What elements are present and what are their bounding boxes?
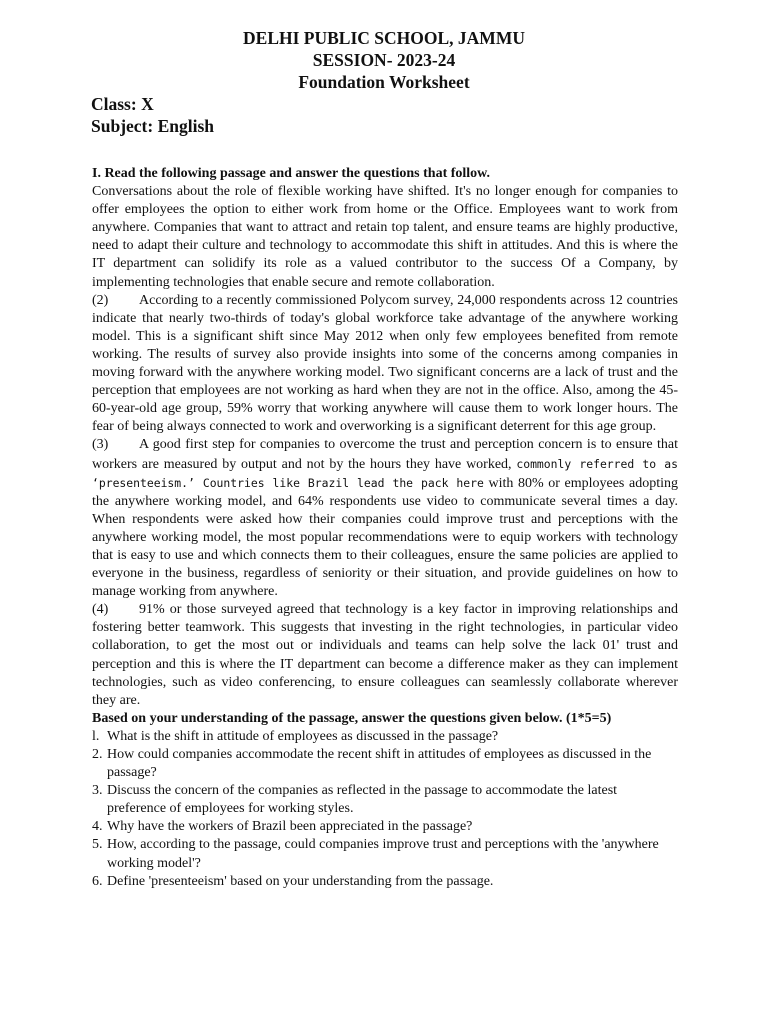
passage-paragraph-4: [92, 601, 678, 710]
question-list: [92, 728, 678, 891]
class-subject-block: [91, 93, 214, 137]
question-item: [92, 836, 678, 872]
passage-paragraph-1: Conversations about the role of flexible working have shifted. It's no longer enough for companies to offer employees the option to either work from home or the Office. Employees want to work from anywhere. Companies that want to attract and retain top talent, and ensure teams are highly productive, need to adapt their culture and technology to accommodate this shift in attitudes. And this is where the IT department can solidify its role as a valued contributor to the success Of a Company, by implementing technologies that enable secure and remote collaboration.: [92, 184, 678, 290]
question-item: [92, 818, 678, 836]
school-name: DELHI PUBLIC SCHOOL, JAMMU: [243, 28, 525, 48]
questions-heading: Based on your understanding of the passage, answer the questions given below. (1*5=5): [92, 710, 612, 726]
worksheet-content: [92, 165, 678, 891]
question-text: Why have the workers of Brazil been appreciated in the passage?: [107, 819, 473, 835]
document-header: [0, 27, 768, 93]
question-text: Discuss the concern of the companies as reflected in the passage to accommodate the latest preference of employees for working styles.: [107, 783, 618, 817]
paragraph-number: (4): [92, 602, 109, 618]
session-line: SESSION- 2023-24: [312, 50, 456, 70]
question-number: 6.: [92, 873, 103, 889]
question-text: How, according to the passage, could companies improve trust and perceptions with the 'anywhere working model'?: [107, 837, 659, 871]
question-text: What is the shift in attitude of employees as discussed in the passage?: [107, 728, 499, 744]
question-number: l.: [92, 728, 100, 744]
question-number: 3.: [92, 783, 103, 799]
class-line: Class: X: [91, 94, 154, 114]
question-text: How could companies accommodate the recent shift in attitudes of employees as discussed in the passage?: [107, 747, 652, 781]
question-text: Define 'presenteeism' based on your understanding from the passage.: [107, 873, 494, 889]
paragraph-number: (2): [92, 292, 109, 308]
paragraph-text: A good first step for companies to overcome the trust and perception concern is to ensure that workers are measured by output and not by the hours they have worked,: [92, 437, 678, 472]
question-item: [92, 782, 678, 818]
passage-paragraph-2: [92, 292, 678, 437]
question-item: [92, 728, 678, 746]
question-item: [92, 873, 678, 891]
question-number: 2.: [92, 747, 103, 762]
paragraph-text: with 80% or employees adopting the anywhere working model, and 64% respondents use video to communicate several times a day. When respondents were asked how their companies could improve trust and perceptions with the anywhere working model, the most popular recommendations were to equip workers with technology that is easy to use and which connects them to their colleagues, ensure the same policies are applied to everyone in the business, regardless of seniority or their situation, and provide guidelines on how to manage working from anywhere.: [92, 475, 678, 600]
question-item: [92, 746, 678, 782]
paragraph-text: According to a recently commissioned Polycom survey, 24,000 respondents across 12 countries indicate that nearly two-thirds of today's global workforce take advantage of the anywhere working model. This is a significant shift since May 2012 when only few employees benefited from remote working. The results of survey also provide insights into some of the concerns among companies in moving forward with the anywhere working model. Two significant concerns are a lack of trust and the perception that employees are not working as hard when they are not in the office. Also, among the 45-60-year-old age group, 59% worry that working anywhere will cause them to work longer hours. The fear of being always connected to work and overworking is a significant deterrent for this age group.: [92, 292, 678, 435]
question-number: 5.: [92, 837, 103, 853]
subject-line: Subject: English: [91, 116, 215, 136]
passage-paragraph-3: [92, 436, 678, 601]
question-number: 4.: [92, 819, 103, 835]
paragraph-text-typewriter: commonly referred to as ‘presenteeism.’ Countries like Brazil lead the pack here: [92, 456, 678, 490]
worksheet-title: Foundation Worksheet: [298, 72, 470, 92]
paragraph-number: (3): [92, 437, 109, 453]
section-heading: I. Read the following passage and answer the questions that follow.: [92, 166, 491, 181]
paragraph-text: 91% or those surveyed agreed that technology is a key factor in improving relationships and fostering better teamwork. This suggests that investing in the right technologies, in particular video collaboration, to get the most out or individuals and teams can help solve the lack 01' trust and perception and this is where the IT department can become a difference maker as they can implement technologies, such as video conferencing, to ensure colleagues can seamlessly collaborate wherever they are.: [92, 602, 678, 708]
